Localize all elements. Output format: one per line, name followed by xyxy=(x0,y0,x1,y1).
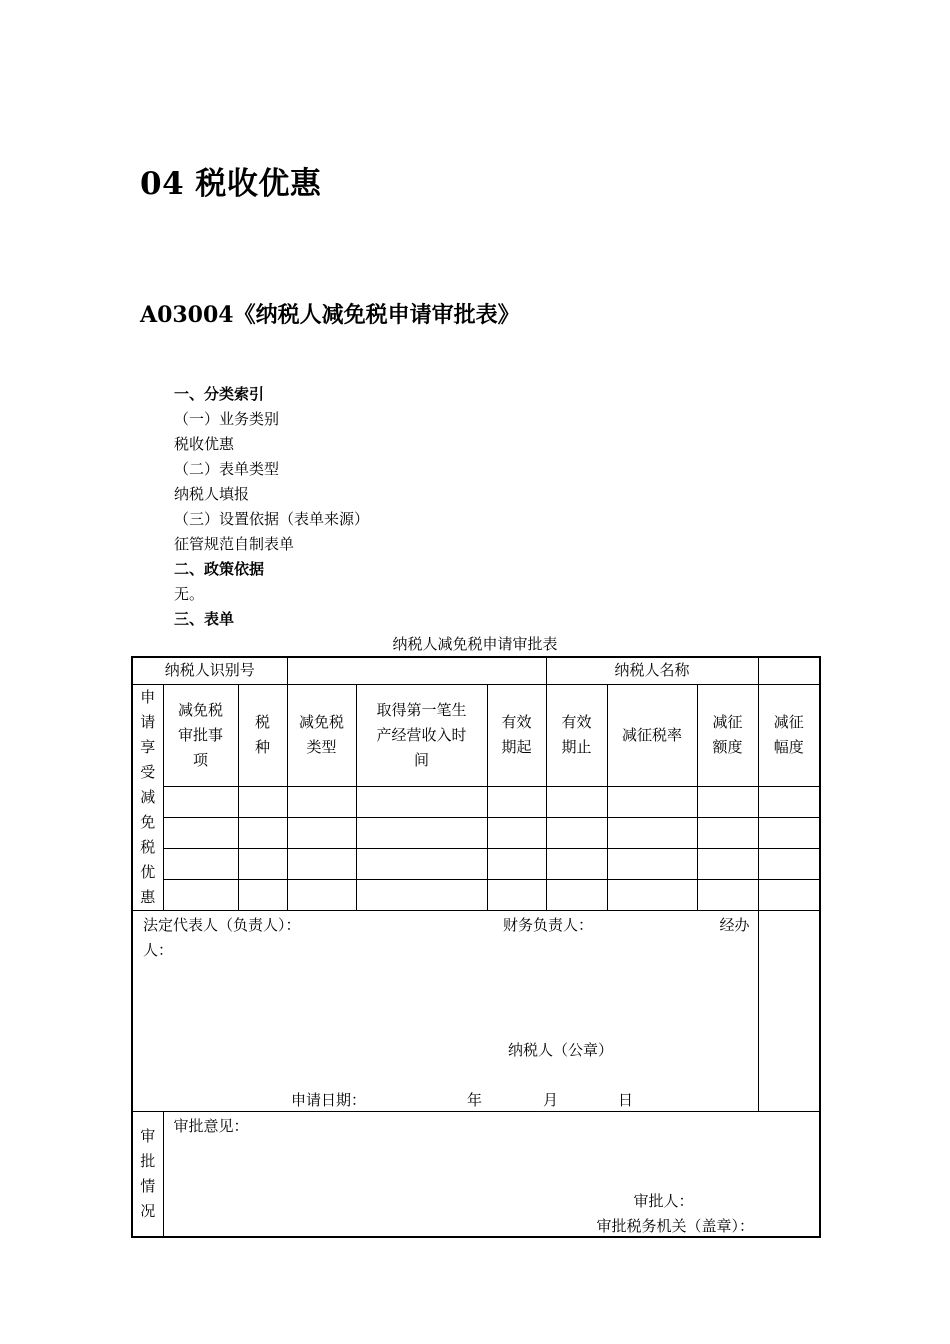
table-cell[interactable] xyxy=(546,787,607,818)
outline-heading: 三、表单 xyxy=(174,610,235,628)
legal-rep-label: 法定代表人（负责人）： xyxy=(143,915,301,934)
column-header xyxy=(163,684,238,787)
column-header xyxy=(487,684,546,787)
approval-row xyxy=(132,1111,820,1237)
outline-heading: 一、分类索引 xyxy=(174,385,265,403)
column-header-line: 种 xyxy=(255,738,271,757)
table-cell[interactable] xyxy=(697,787,758,818)
column-header-line: 税 xyxy=(255,713,271,732)
table-cell[interactable] xyxy=(546,848,607,879)
column-header-line: 产经营收入时 xyxy=(376,725,467,744)
column-header-line: 有效 xyxy=(501,713,532,732)
vertical-char: 享 xyxy=(140,737,156,756)
chapter-title: 04 税收优惠 xyxy=(140,166,322,202)
column-header-line: 项 xyxy=(192,750,208,769)
vertical-char: 惠 xyxy=(140,887,156,906)
table-cell[interactable] xyxy=(607,879,697,910)
table-cell[interactable] xyxy=(287,848,356,879)
table-cell[interactable] xyxy=(697,818,758,849)
handler-label: 经办 xyxy=(719,915,750,934)
column-header-line: 取得第一笔生 xyxy=(376,700,467,719)
vertical-char: 减 xyxy=(140,787,156,806)
vertical-char: 审 xyxy=(140,1126,156,1145)
column-header xyxy=(287,684,356,787)
finance-head-label: 财务负责人： xyxy=(503,915,594,934)
application-form-table xyxy=(131,656,821,1238)
table-cell[interactable] xyxy=(697,879,758,910)
outline-item: （三）设置依据（表单来源） xyxy=(174,510,370,528)
table-row xyxy=(132,848,820,879)
table-cell[interactable] xyxy=(546,879,607,910)
table-cell[interactable] xyxy=(356,818,487,849)
table-row xyxy=(132,787,820,818)
table-cell[interactable] xyxy=(287,818,356,849)
declaration-row xyxy=(132,910,820,1111)
table-cell[interactable] xyxy=(356,848,487,879)
vertical-char: 免 xyxy=(140,812,156,831)
approval-section-label xyxy=(132,1111,163,1237)
vertical-char: 受 xyxy=(140,762,156,781)
column-header xyxy=(356,684,487,787)
column-header-line: 有效 xyxy=(561,713,592,732)
approval-opinion-label: 审批意见： xyxy=(173,1116,249,1135)
table-cell[interactable] xyxy=(163,787,238,818)
outline-section xyxy=(174,382,774,632)
outline-item: （一）业务类别 xyxy=(174,410,280,428)
apply-date-label: 申请日期： xyxy=(291,1090,367,1109)
table-cell[interactable] xyxy=(238,879,287,910)
table-cell[interactable] xyxy=(238,818,287,849)
vertical-char: 税 xyxy=(140,837,156,856)
table-cell[interactable] xyxy=(487,848,546,879)
column-header-line: 减征 xyxy=(712,713,743,732)
tax-office-seal-label: 审批税务机关（盖章）： xyxy=(596,1216,755,1235)
taxpayer-name-field[interactable] xyxy=(758,657,820,684)
column-header-line: 期止 xyxy=(561,738,592,757)
handler-label-cont: 人： xyxy=(143,940,174,959)
table-cell[interactable] xyxy=(487,787,546,818)
table-cell[interactable] xyxy=(356,787,487,818)
column-header-line: 间 xyxy=(414,750,430,769)
table-caption: 纳税人减免税申请审批表 xyxy=(392,635,558,653)
table-cell[interactable] xyxy=(607,818,697,849)
vertical-char: 优 xyxy=(140,862,156,881)
outline-item: （二）表单类型 xyxy=(174,460,280,478)
column-header-line: 审批事 xyxy=(177,725,223,744)
table-cell[interactable] xyxy=(758,879,820,910)
header-row xyxy=(132,657,820,684)
outline-item: 征管规范自制表单 xyxy=(174,535,295,553)
outline-item: 无。 xyxy=(174,585,205,603)
approver-label: 审批人： xyxy=(633,1191,694,1210)
declaration-cell xyxy=(132,910,758,1111)
table-cell[interactable] xyxy=(758,848,820,879)
year-label: 年 xyxy=(467,1090,483,1109)
table-row xyxy=(132,879,820,910)
column-header xyxy=(758,684,820,787)
form-title: A03004《纳税人减免税申请审批表》 xyxy=(140,302,520,328)
table-cell[interactable] xyxy=(287,787,356,818)
taxpayer-name-label: 纳税人名称 xyxy=(546,657,758,684)
vertical-char: 申 xyxy=(140,687,156,706)
table-cell[interactable] xyxy=(546,818,607,849)
column-header-row xyxy=(132,684,820,787)
column-header-line: 幅度 xyxy=(773,738,804,757)
table-cell[interactable] xyxy=(758,787,820,818)
table-cell[interactable] xyxy=(697,848,758,879)
table-cell[interactable] xyxy=(163,879,238,910)
taxpayer-id-label: 纳税人识别号 xyxy=(132,657,287,684)
table-cell[interactable] xyxy=(487,879,546,910)
column-header xyxy=(546,684,607,787)
column-header-line: 减征税率 xyxy=(622,725,683,744)
table-cell[interactable] xyxy=(607,787,697,818)
column-header xyxy=(697,684,758,787)
day-label: 日 xyxy=(618,1090,634,1109)
vertical-char: 况 xyxy=(140,1201,156,1220)
column-header xyxy=(607,684,697,787)
vertical-char: 请 xyxy=(140,712,156,731)
column-header-line: 减免税 xyxy=(177,700,223,719)
table-cell[interactable] xyxy=(607,848,697,879)
outline-item: 纳税人填报 xyxy=(174,485,250,503)
column-header-line: 减免税 xyxy=(299,713,345,732)
outline-heading: 二、政策依据 xyxy=(174,560,265,578)
taxpayer-id-field[interactable] xyxy=(287,657,546,684)
column-header-line: 额度 xyxy=(712,738,743,757)
table-row xyxy=(132,818,820,849)
table-cell[interactable] xyxy=(163,818,238,849)
month-label: 月 xyxy=(543,1090,559,1109)
table-cell[interactable] xyxy=(356,879,487,910)
table-cell[interactable] xyxy=(758,818,820,849)
column-header-line: 期起 xyxy=(501,738,532,757)
apply-section-label xyxy=(132,684,163,910)
vertical-char: 情 xyxy=(140,1176,156,1195)
table-cell[interactable] xyxy=(487,818,546,849)
vertical-char: 批 xyxy=(140,1151,156,1170)
table-cell[interactable] xyxy=(163,848,238,879)
column-header-line: 减征 xyxy=(773,713,804,732)
table-cell[interactable] xyxy=(238,848,287,879)
column-header-line: 类型 xyxy=(306,738,337,757)
approval-cell xyxy=(163,1111,820,1237)
apply-date-row xyxy=(291,1088,758,1112)
column-header xyxy=(238,684,287,787)
outline-item: 税收优惠 xyxy=(174,435,235,453)
taxpayer-seal-label: 纳税人（公章） xyxy=(508,1040,614,1059)
table-cell[interactable] xyxy=(238,787,287,818)
table-cell[interactable] xyxy=(287,879,356,910)
